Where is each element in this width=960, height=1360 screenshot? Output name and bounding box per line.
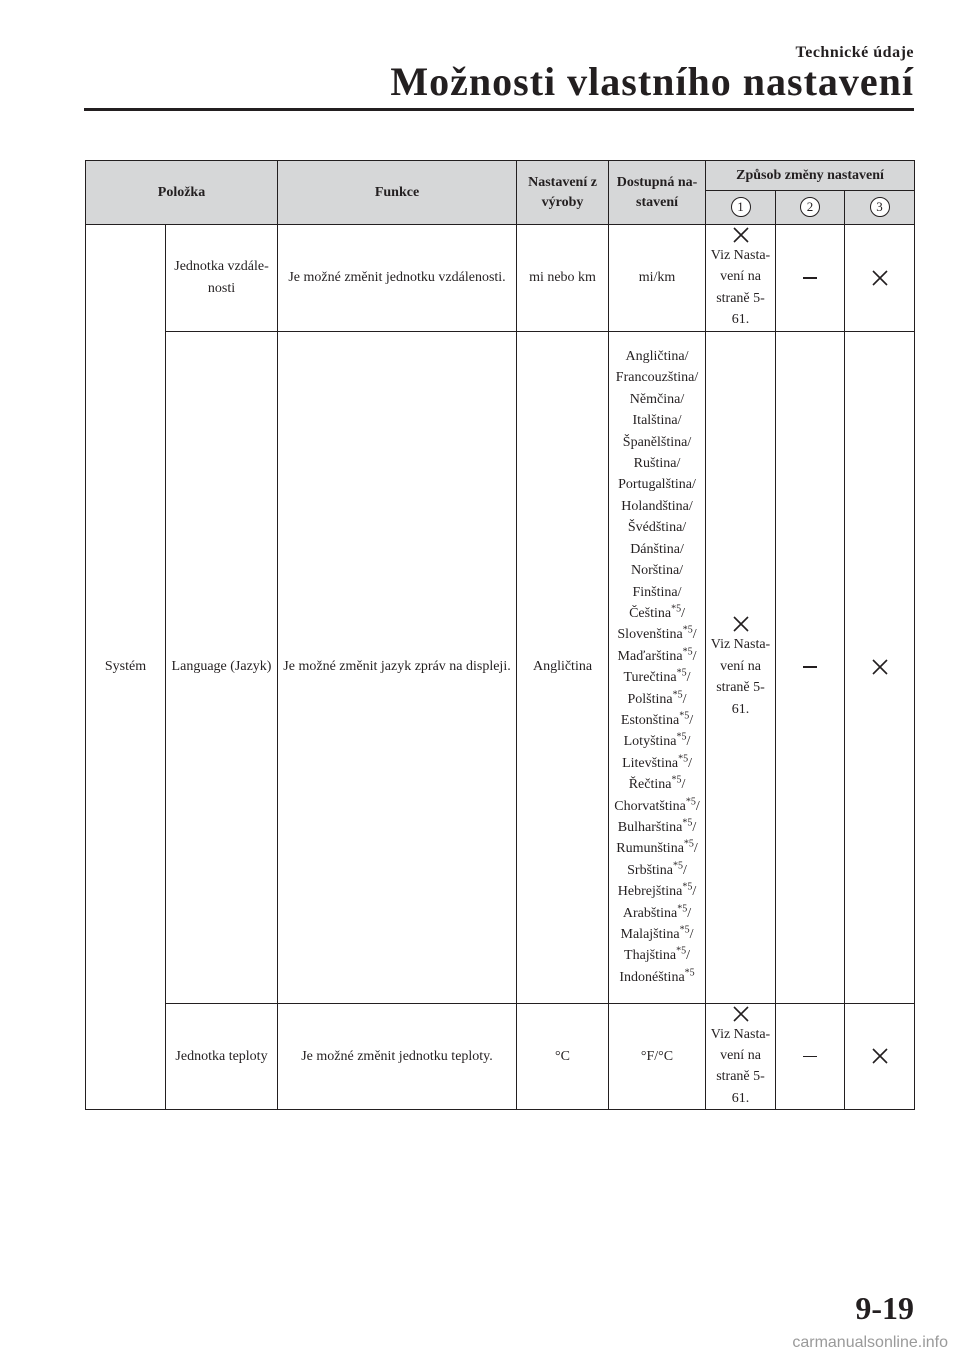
- language-separator: /: [686, 948, 691, 964]
- default-cell: mi nebo km: [517, 225, 609, 332]
- language-list: [611, 346, 703, 988]
- language-separator: /: [686, 670, 691, 686]
- language-name: Thajština: [624, 948, 677, 964]
- language-separator: /: [688, 498, 693, 514]
- column-header-default: [517, 161, 609, 225]
- x-mark-icon: [731, 225, 751, 245]
- language-name: Finština: [632, 584, 678, 600]
- column-header-method-1: [706, 191, 776, 225]
- method-2-cell: [776, 331, 845, 1003]
- footnote-marker: *5: [679, 710, 690, 722]
- language-option: [611, 667, 703, 688]
- language-separator: /: [692, 884, 697, 900]
- language-option: [611, 860, 703, 881]
- language-option: [611, 817, 703, 838]
- language-separator: /: [686, 734, 691, 750]
- language-separator: /: [695, 798, 700, 814]
- language-name: Norština: [630, 563, 680, 579]
- available-cell: °F/°C: [609, 1003, 706, 1110]
- column-header-item: Položka: [86, 161, 278, 225]
- x-mark-icon: [870, 1046, 890, 1066]
- default-cell: Angličtina: [517, 331, 609, 1003]
- x-mark-icon: [731, 614, 751, 634]
- watermark: carmanualsonline.info: [792, 1334, 948, 1351]
- title-rule: [84, 108, 914, 111]
- language-separator: /: [692, 627, 697, 643]
- language-name: Rumunština: [616, 841, 684, 857]
- x-mark-icon: [870, 268, 890, 288]
- language-name: Slovenština: [617, 627, 683, 643]
- footnote-marker: *5: [682, 881, 693, 893]
- column-header-method-2: [776, 191, 845, 225]
- footnote-marker: *5: [679, 924, 690, 936]
- language-separator: /: [694, 370, 699, 386]
- language-name: Indonéština: [619, 969, 685, 985]
- footnote-marker: *5: [685, 795, 696, 807]
- language-name: Ruština: [633, 456, 677, 472]
- language-option: [611, 474, 703, 495]
- function-cell: Je možné změnit jazyk zpráv na displeji.: [278, 331, 517, 1003]
- dash-icon: [803, 666, 817, 668]
- column-header-default-label: Nastavení z výroby: [528, 174, 597, 210]
- column-header-change-method: Způsob změny nastavení: [706, 161, 915, 191]
- item-line: Jednotka vzdále-: [174, 259, 269, 275]
- footnote-marker: *5: [684, 967, 695, 979]
- language-option: [611, 731, 703, 752]
- section-label: Technické údaje: [795, 44, 914, 61]
- language-name: Němčina: [629, 391, 681, 407]
- footnote-marker: *5: [677, 902, 688, 914]
- function-cell: Je možné změnit jednotku teploty.: [278, 1003, 517, 1110]
- table-row-distance-unit: [86, 225, 915, 332]
- language-option: [611, 432, 703, 453]
- language-name: Turečtina: [623, 670, 677, 686]
- dash-icon: [803, 277, 817, 279]
- language-separator: /: [684, 349, 689, 365]
- reference-line: Viz Nasta-: [710, 248, 771, 263]
- footnote-marker: *5: [682, 624, 693, 636]
- available-cell: mi/km: [609, 225, 706, 332]
- language-name: Angličtina: [625, 349, 685, 365]
- footnote-marker: *5: [673, 860, 684, 872]
- page-title: Možnosti vlastního nastavení: [390, 59, 914, 104]
- footnote-marker: *5: [676, 731, 687, 743]
- language-name: Litevština: [622, 755, 679, 771]
- language-separator: /: [679, 541, 684, 557]
- language-separator: /: [689, 712, 694, 728]
- language-separator: /: [682, 520, 687, 536]
- footnote-marker: *5: [671, 603, 682, 615]
- language-separator: /: [692, 819, 697, 835]
- language-name: Malajština: [620, 927, 680, 942]
- language-option: [611, 646, 703, 667]
- language-name: Francouzština: [615, 370, 695, 386]
- header-row: [86, 161, 915, 191]
- dash-icon: [803, 1056, 817, 1058]
- method-1-cell: [706, 225, 776, 332]
- language-option: [611, 389, 703, 410]
- method-1-cell: [706, 331, 776, 1003]
- language-option: [611, 881, 703, 902]
- footnote-marker: *5: [682, 817, 693, 829]
- language-separator: /: [676, 456, 681, 472]
- language-separator: /: [680, 391, 685, 407]
- reference-line: Viz Nasta-: [710, 1026, 771, 1042]
- item-line: nosti: [207, 280, 236, 296]
- method-2-cell: [776, 1003, 845, 1110]
- language-separator: /: [693, 841, 698, 857]
- language-option: [611, 539, 703, 560]
- reference-line: vení na: [720, 658, 761, 674]
- footnote-marker: *5: [683, 838, 694, 850]
- language-option: [611, 753, 703, 774]
- language-separator: /: [687, 905, 692, 921]
- language-option: [611, 774, 703, 795]
- language-name: Holandština: [621, 498, 689, 514]
- language-name: Italština: [632, 413, 678, 429]
- language-option: [611, 560, 703, 581]
- footnote-marker: *5: [671, 774, 682, 786]
- language-name: Čeština: [629, 605, 672, 621]
- language-option: [611, 517, 703, 538]
- column-header-available: [609, 161, 706, 225]
- settings-table: [85, 160, 915, 1110]
- language-name: Lotyština: [623, 734, 677, 750]
- page-number: 9-19: [855, 1290, 914, 1326]
- language-separator: /: [682, 691, 687, 707]
- language-option: [611, 838, 703, 859]
- language-name: Maďarština: [617, 648, 683, 664]
- method-3-cell: [845, 225, 915, 332]
- language-option: [611, 582, 703, 603]
- language-option: [611, 924, 703, 945]
- language-separator: /: [687, 434, 692, 450]
- reference-line: straně 5-61.: [716, 1069, 765, 1106]
- language-separator: /: [692, 477, 696, 493]
- footnote-marker: *5: [676, 667, 687, 679]
- language-option: [611, 410, 703, 431]
- reference-line: vení na: [720, 1048, 761, 1064]
- language-option: [611, 367, 703, 388]
- language-separator: /: [677, 413, 682, 429]
- reference-line: straně 5-61.: [716, 290, 765, 328]
- item-cell: Language (Jazyk): [166, 331, 278, 1003]
- language-name: Dánština: [630, 541, 680, 557]
- language-option: [611, 710, 703, 731]
- language-name: Arabština: [622, 905, 678, 921]
- x-mark-icon: [731, 1004, 751, 1024]
- method-1-cell: [706, 1003, 776, 1110]
- language-separator: /: [688, 755, 692, 771]
- language-separator: /: [681, 777, 686, 793]
- circled-number-2: 2: [800, 197, 820, 217]
- language-name: Chorvatština: [614, 798, 686, 814]
- language-option: [611, 453, 703, 474]
- reference-line: vení na: [720, 269, 761, 285]
- language-option: [611, 346, 703, 367]
- reference-line: Viz Nasta-: [710, 637, 771, 653]
- language-name: Hebrejština: [617, 884, 683, 900]
- footnote-marker: *5: [672, 688, 683, 700]
- language-name: Španělština: [622, 434, 688, 450]
- language-option: [611, 967, 703, 988]
- language-separator: /: [689, 927, 694, 942]
- table-row-temperature-unit: [86, 1003, 915, 1110]
- language-name: Polština: [627, 691, 673, 707]
- reference-line: straně 5-61.: [716, 680, 765, 717]
- function-cell: Je možné změnit jednotku vzdálenosti.: [278, 225, 517, 332]
- x-mark-icon: [870, 657, 890, 677]
- column-header-method-3: [845, 191, 915, 225]
- language-separator: /: [677, 584, 682, 600]
- language-name: Řečtina: [628, 777, 672, 793]
- table-row-language: [86, 331, 915, 1003]
- language-option: [611, 945, 703, 966]
- language-separator: /: [679, 563, 684, 579]
- language-option: [611, 624, 703, 645]
- language-name: Portugalština: [618, 477, 693, 493]
- column-header-available-label: Dostupná na-stavení: [616, 174, 698, 210]
- group-label-system: Systém: [86, 225, 166, 1110]
- method-3-cell: [845, 1003, 915, 1110]
- circled-number-1: 1: [731, 197, 751, 217]
- item-cell: Jednotka teploty: [166, 1003, 278, 1110]
- footnote-marker: *5: [676, 945, 687, 957]
- language-name: Bulharština: [617, 819, 683, 835]
- default-cell: °C: [517, 1003, 609, 1110]
- method-2-cell: [776, 225, 845, 332]
- language-option: [611, 603, 703, 624]
- language-name: Srbština: [627, 862, 674, 878]
- language-separator: /: [692, 648, 697, 664]
- language-option: [611, 796, 703, 817]
- method-3-cell: [845, 331, 915, 1003]
- item-cell: [166, 225, 278, 332]
- column-header-function: Funkce: [278, 161, 517, 225]
- available-cell: [609, 331, 706, 1003]
- language-separator: /: [681, 605, 685, 621]
- language-separator: /: [683, 862, 687, 878]
- language-option: [611, 689, 703, 710]
- language-name: Estonština: [620, 712, 680, 728]
- language-option: [611, 496, 703, 517]
- circled-number-3: 3: [870, 197, 890, 217]
- footnote-marker: *5: [678, 753, 689, 765]
- language-name: Švédština: [627, 520, 683, 536]
- language-option: [611, 903, 703, 924]
- footnote-marker: *5: [682, 646, 693, 658]
